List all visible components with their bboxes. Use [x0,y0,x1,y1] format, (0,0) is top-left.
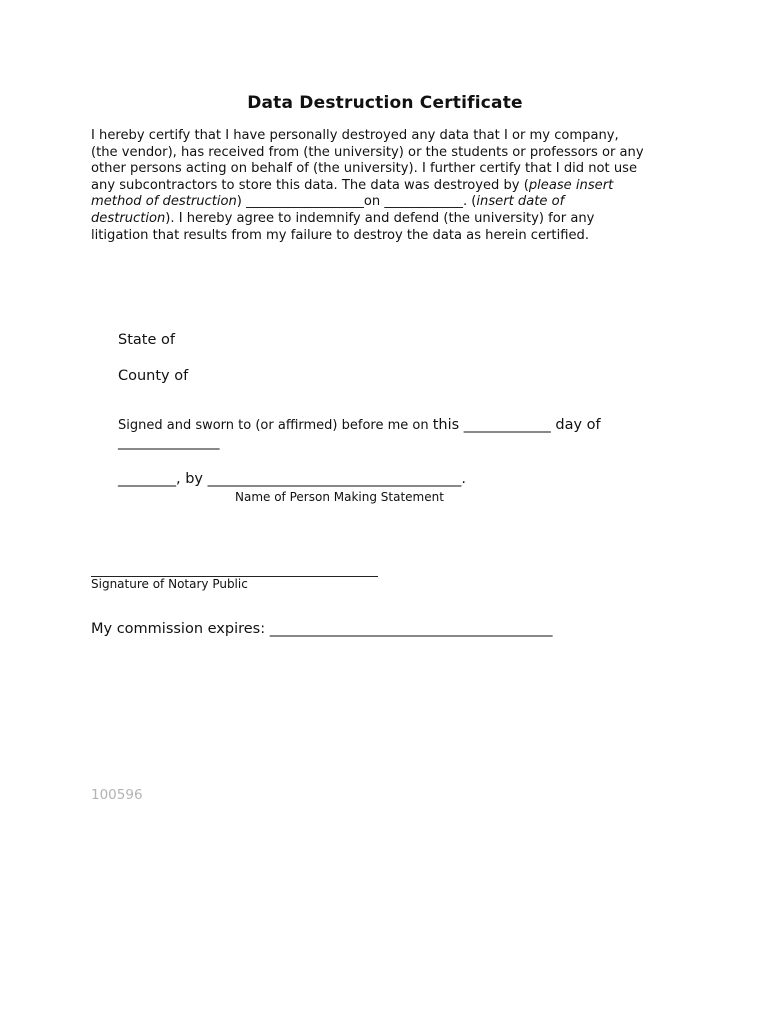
sworn-day-blank: this ____________ day of [432,417,601,433]
paragraph-line-5-italic-b: insert date of [476,194,565,210]
name-caption: Name of Person Making Statement [235,490,444,504]
paragraph-line-5 [91,194,691,211]
paragraph-line-4-text: any subcontractors to store this data. The data was destroyed by ( [91,177,529,193]
notary-signature-caption: Signature of Notary Public [91,577,248,591]
document-number: 100596 [91,787,143,803]
by-line: ________, by ___________________________________. [118,471,466,487]
state-label: State of [118,332,175,348]
commission-expires: My commission expires: _______________________________________ [91,621,553,637]
paragraph-line-5-italic-a: method of destruction [91,194,237,210]
certification-paragraph [91,128,691,244]
paragraph-line-4 [91,178,691,195]
sworn-text: Signed and sworn to (or affirmed) before me on [118,418,433,433]
paragraph-line-2: (the vendor), has received from (the university) or the students or professors or any [91,144,644,160]
paragraph-line-4-italic: please insert [528,177,614,193]
county-label: County of [118,368,189,384]
paragraph-line-6 [91,211,691,228]
paragraph-line-6-text: ). I hereby agree to indemnify and defend (the university) for any [165,210,595,226]
sworn-statement [118,417,601,433]
paragraph-line-5-text: ) __________________on ____________. ( [236,194,477,210]
paragraph-line-1: I hereby certify that I have personally destroyed any data that I or my company, [91,128,619,143]
paragraph-line-6-italic: destruction [91,210,166,226]
sworn-month-blank: ______________ [118,434,220,450]
paragraph-line-3: other persons acting on behalf of (the university). I further certify that I did not use [91,161,638,177]
document-title: Data Destruction Certificate [247,93,523,113]
paragraph-line-7: litigation that results from my failure to destroy the data as herein certified. [91,227,589,243]
